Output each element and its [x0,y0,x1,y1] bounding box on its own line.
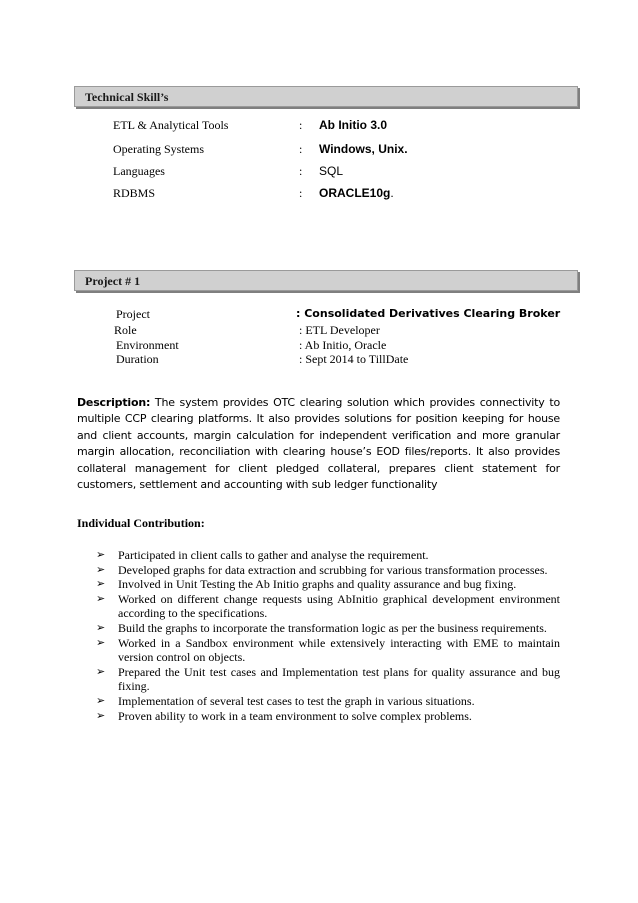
skill-label: Languages [113,164,165,178]
arrow-bullet-icon: ➢ [96,664,106,678]
list-item-text: Developed graphs for data extraction and scrubbing for various transformation processes. [118,562,548,577]
list-item [96,563,560,578]
skill-value-suffix: . [390,186,394,200]
project-description [77,395,560,493]
list-item [96,592,560,621]
skill-colon: : [299,186,303,200]
project-value: : Ab Initio, Oracle [299,338,387,352]
arrow-bullet-icon: ➢ [96,562,106,576]
list-item [96,621,560,636]
list-item-text: Worked in a Sandbox environment while extensively interacting with EME to maintain version control on objects. [118,635,560,665]
list-item-text: Involved in Unit Testing the Ab Initio graphs and quality assurance and bug fixing. [118,577,517,592]
list-item-text: Implementation of several test cases to test the graph in various situations. [118,693,475,708]
project-label: Role [114,323,137,337]
technical-skills-header [74,86,578,107]
arrow-bullet-icon: ➢ [96,635,106,649]
arrow-bullet-icon: ➢ [96,693,106,707]
list-item-text: Worked on different change requests using AbInitio graphical development environment according to the specifications. [118,591,560,621]
project-value: : ETL Developer [299,323,380,337]
list-item-text: Build the graphs to incorporate the transformation logic as per the business requirements. [118,620,547,635]
skill-value: Ab Initio 3.0 [319,118,388,132]
technical-skills-title: Technical Skill’s [85,90,169,104]
skill-colon: : [299,164,303,178]
skill-value: SQL [319,164,344,178]
arrow-bullet-icon: ➢ [96,620,106,634]
project-header [74,270,578,291]
arrow-bullet-icon: ➢ [96,708,106,722]
arrow-bullet-icon: ➢ [96,591,106,605]
list-item-text: Participated in client calls to gather and analyse the requirement. [118,548,429,562]
contribution-heading: Individual Contribution: [77,516,205,530]
list-item [96,709,560,724]
list-item-text: Proven ability to work in a team environment to solve complex problems. [118,708,472,723]
project-label: Project [116,307,150,321]
skill-label: ETL & Analytical Tools [113,118,229,132]
list-item [96,636,560,665]
skill-label: RDBMS [113,186,156,200]
skill-colon: : [299,142,303,156]
skill-value: Windows, Unix. [319,142,408,156]
project-value: : Consolidated Derivatives Clearing Broker [296,307,561,320]
list-item [96,548,560,563]
skill-colon: : [299,118,303,132]
description-label: Description: [77,396,151,409]
arrow-bullet-icon: ➢ [96,577,106,591]
arrow-bullet-icon: ➢ [96,548,106,561]
list-item [96,694,560,709]
skill-value-wrap [319,186,394,201]
project-label: Duration [116,352,159,366]
list-item [96,577,560,592]
project-label: Environment [116,338,179,352]
list-item-text: Prepared the Unit test cases and Implementation test plans for quality assurance and bug fixing. [118,664,560,694]
project-title: Project # 1 [85,274,141,288]
list-item [96,665,560,694]
description-text: The system provides OTC clearing solution which provides connectivity to multiple CCP clearing platforms. It also provides solutions for position keeping for house and client accounts, margin calculation for independent verification and more granular margin allocation, reconciliation with clearing house’s EOD files/reports. It also provides collateral management for client pledged collateral, prepares client statement for customers, settlement and accounting with sub ledger functionality [77,396,560,492]
skill-value: ORACLE10g [319,186,391,200]
project-value: : Sept 2014 to TillDate [299,352,409,366]
contribution-list [96,548,560,723]
skill-label: Operating Systems [113,142,204,156]
